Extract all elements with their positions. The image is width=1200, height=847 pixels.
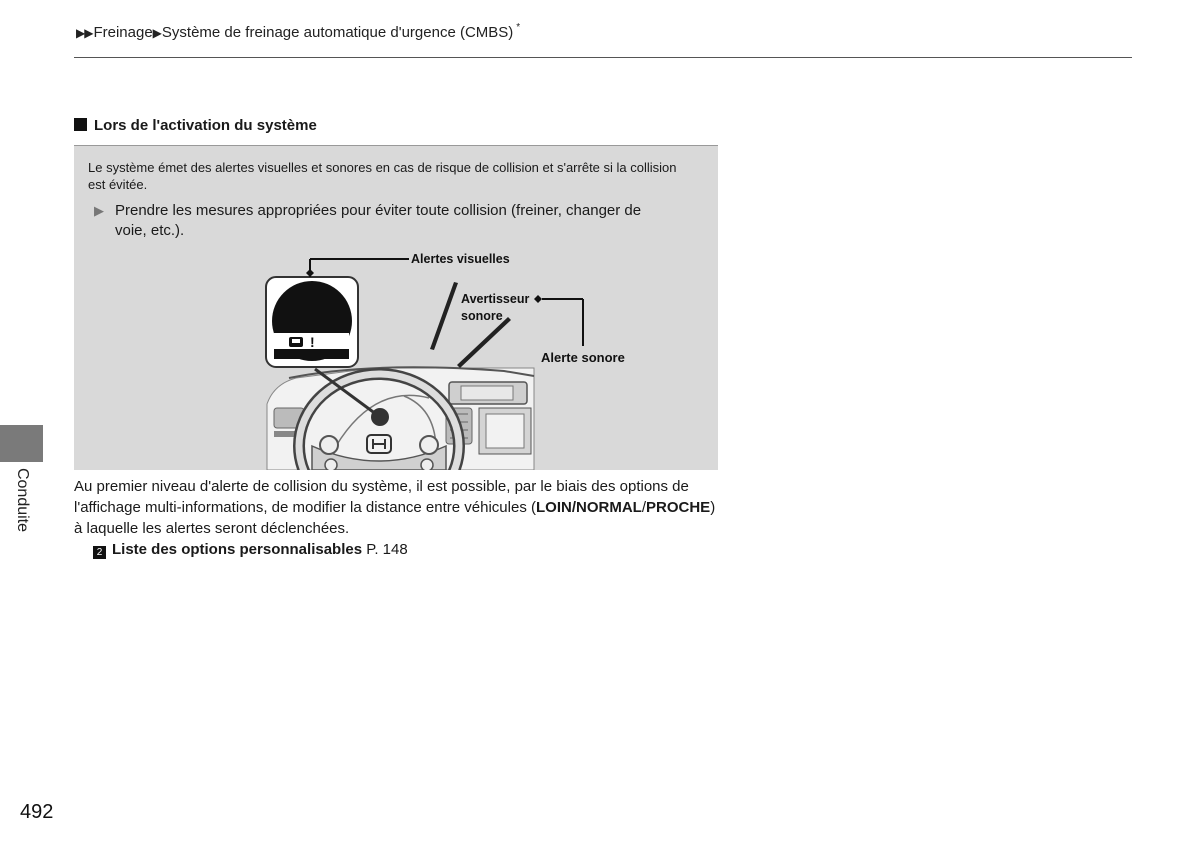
info-intro-text: Le système émet des alertes visuelles et sonores en cas de risque de collision et s'arrête si la collision est évitée. [88,160,677,192]
header-divider [74,57,1132,58]
breadcrumb-item-cmbs[interactable]: Système de freinage automatique d'urgence (CMBS) [161,24,514,41]
cross-reference-link[interactable] [93,541,408,558]
visual-alert-leader [306,259,409,277]
action-bullet-text: Prendre les mesures appropriées pour éviter toute collision (freiner, changer de voie, etc.). [115,202,642,239]
label-sound-alert: Alerte sonore [541,350,625,365]
chapter-tab-label: Conduite [14,467,31,533]
arrow-bullet-icon: ▶ [94,203,104,218]
option-normal: NORMAL [576,499,642,516]
body-paragraph [74,476,716,539]
breadcrumb-separator-icon: ▶ [152,26,161,40]
label-visual-alerts: Alertes visuelles [411,252,510,266]
chapter-tab[interactable] [0,425,43,462]
label-buzzer-line1: Avertisseur [461,292,530,306]
breadcrumb [76,24,520,41]
body-text-part1: Au premier niveau d'alerte de collision du système, il est possible, par le biais des options de l'affichage multi-informations, de modifier la distance entre véhicules ( [74,478,689,516]
section-heading [74,117,317,134]
section-title: Lors de l'activation du système [94,117,317,134]
dashboard-drawing [267,367,534,470]
dashboard-illustration [74,146,718,470]
xref-arrow-icon: 2 [93,546,106,559]
xref-label[interactable]: Liste des options personnalisables [112,541,363,558]
slash-2: / [641,499,646,516]
label-buzzer-line2: sonore [461,309,503,323]
option-loin: LOIN [535,499,572,516]
option-proche: PROCHE [646,499,711,516]
body-text-part2: ) à laquelle les alertes seront déclenchées. [74,499,716,537]
xref-page[interactable]: P. 148 [366,541,408,558]
optional-equipment-marker: * [516,22,521,33]
sound-alert-leader [534,295,583,346]
page-number: 492 [20,801,54,823]
warning-exclamation-icon: ! [310,334,315,350]
info-box [74,145,718,470]
slash-1: / [571,499,576,516]
breadcrumb-arrows-icon: ▶▶ [76,26,93,40]
breadcrumb-item-freinage[interactable]: Freinage [93,24,153,41]
square-bullet-icon [74,118,87,131]
visual-alert-callout [266,277,358,367]
